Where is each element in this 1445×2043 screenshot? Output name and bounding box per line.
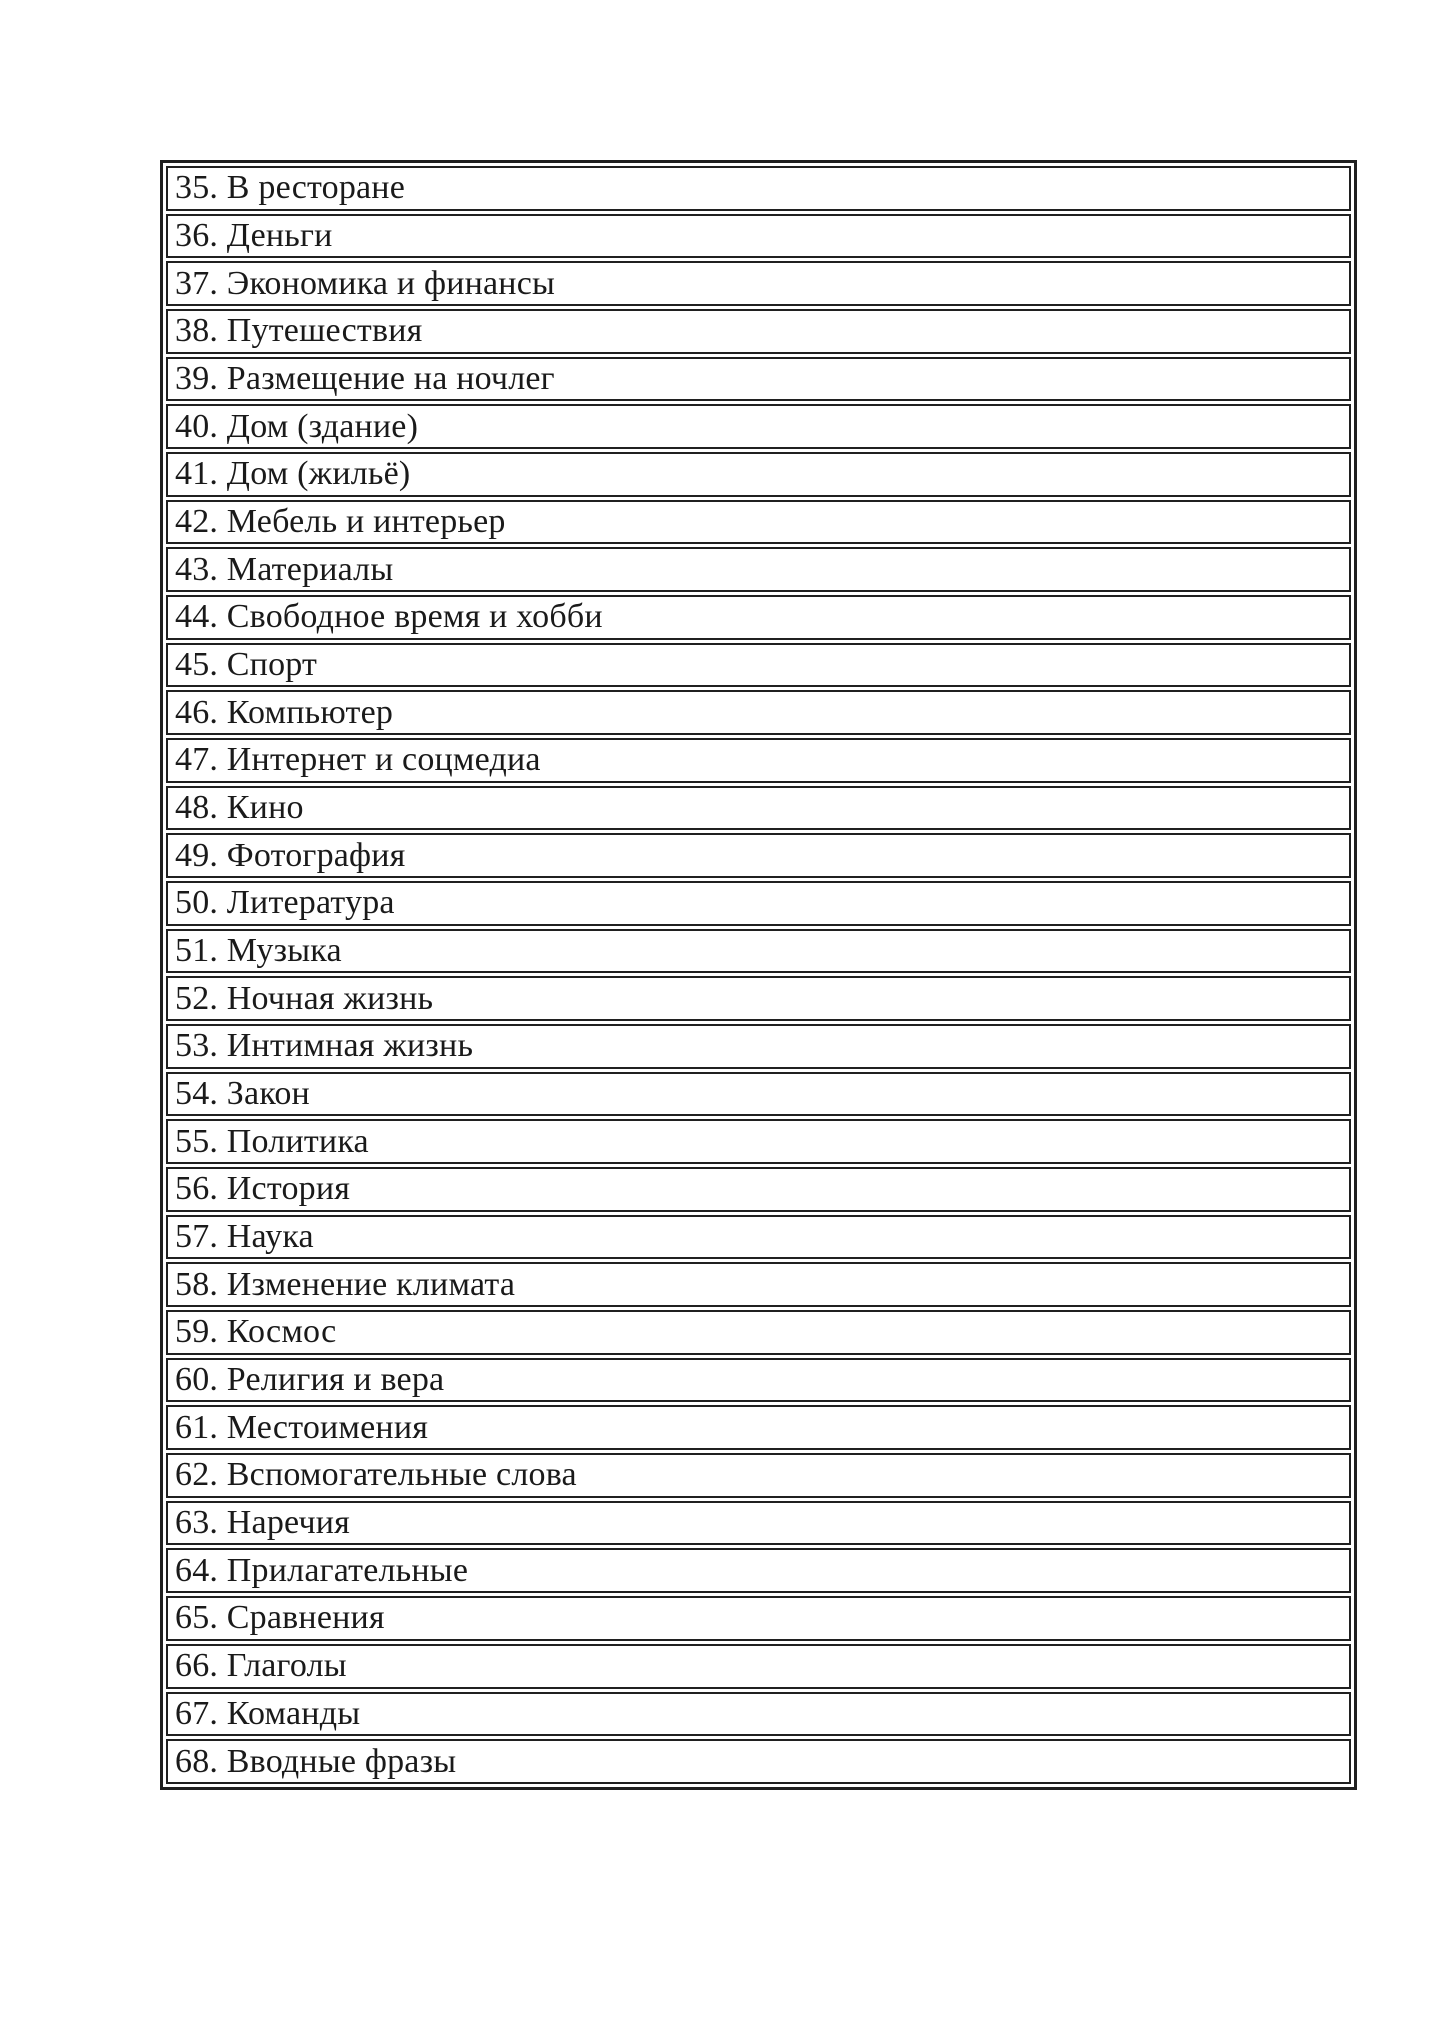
toc-row bbox=[166, 1405, 1351, 1450]
toc-entry-label: 58. Изменение климата bbox=[175, 1265, 516, 1303]
toc-row bbox=[166, 929, 1351, 974]
toc-row bbox=[166, 1453, 1351, 1498]
toc-row bbox=[166, 166, 1351, 211]
toc-entry-label: 42. Мебель и интерьер bbox=[175, 503, 506, 541]
toc-entry-label: 47. Интернет и соцмедиа bbox=[175, 741, 541, 779]
toc-entry-label: 45. Спорт bbox=[175, 646, 318, 684]
toc-entry-label: 62. Вспомогательные слова bbox=[175, 1456, 577, 1494]
toc-row bbox=[166, 1358, 1351, 1403]
toc-entry-label: 65. Сравнения bbox=[175, 1599, 385, 1637]
toc-row bbox=[166, 547, 1351, 592]
toc-entry-label: 51. Музыка bbox=[175, 932, 342, 970]
toc-row bbox=[166, 976, 1351, 1021]
toc-row bbox=[166, 357, 1351, 402]
toc-row bbox=[166, 1119, 1351, 1164]
toc-row bbox=[166, 1596, 1351, 1641]
toc-row bbox=[166, 1692, 1351, 1737]
toc-entry-label: 53. Интимная жизнь bbox=[175, 1027, 474, 1065]
toc-row bbox=[166, 1501, 1351, 1546]
toc-entry-label: 60. Религия и вера bbox=[175, 1361, 445, 1399]
toc-row bbox=[166, 1072, 1351, 1117]
toc-row bbox=[166, 1739, 1351, 1784]
toc-entry-label: 37. Экономика и финансы bbox=[175, 264, 556, 302]
toc-entry-label: 44. Свободное время и хобби bbox=[175, 598, 603, 636]
toc-row bbox=[166, 1262, 1351, 1307]
toc-row bbox=[166, 643, 1351, 688]
toc-entry-label: 48. Кино bbox=[175, 789, 304, 827]
toc-row bbox=[166, 881, 1351, 926]
toc-row bbox=[166, 1644, 1351, 1689]
toc-entry-label: 59. Космос bbox=[175, 1313, 337, 1351]
toc-entry-label: 64. Прилагательные bbox=[175, 1551, 469, 1589]
toc-row bbox=[166, 738, 1351, 783]
toc-entry-label: 35. В ресторане bbox=[175, 169, 405, 207]
toc-row bbox=[166, 500, 1351, 545]
toc-entry-label: 54. Закон bbox=[175, 1075, 310, 1113]
toc-entry-label: 56. История bbox=[175, 1170, 351, 1208]
toc-entry-label: 57. Наука bbox=[175, 1218, 314, 1256]
toc-row bbox=[166, 690, 1351, 735]
toc-row bbox=[166, 595, 1351, 640]
toc-row bbox=[166, 1310, 1351, 1355]
toc-entry-label: 61. Местоимения bbox=[175, 1408, 429, 1446]
toc-entry-label: 63. Наречия bbox=[175, 1504, 351, 1542]
toc-entry-label: 52. Ночная жизнь bbox=[175, 979, 434, 1017]
toc-entry-label: 49. Фотография bbox=[175, 836, 406, 874]
toc-entry-label: 67. Команды bbox=[175, 1694, 361, 1732]
toc-row bbox=[166, 214, 1351, 259]
toc-row bbox=[166, 452, 1351, 497]
toc-row bbox=[166, 404, 1351, 449]
toc-entry-label: 46. Компьютер bbox=[175, 693, 394, 731]
toc-row bbox=[166, 1215, 1351, 1260]
toc-entry-label: 41. Дом (жильё) bbox=[175, 455, 411, 493]
toc-table bbox=[160, 160, 1357, 1790]
toc-entry-label: 38. Путешествия bbox=[175, 312, 423, 350]
toc-row bbox=[166, 1024, 1351, 1069]
toc-entry-label: 40. Дом (здание) bbox=[175, 407, 419, 445]
toc-row bbox=[166, 786, 1351, 831]
toc-entry-label: 36. Деньги bbox=[175, 217, 333, 254]
toc-entry-label: 50. Литература bbox=[175, 884, 395, 922]
toc-row bbox=[166, 1548, 1351, 1593]
toc-entry-label: 66. Глаголы bbox=[175, 1647, 347, 1685]
toc-entry-label: 68. Вводные фразы bbox=[175, 1742, 457, 1780]
toc-row bbox=[166, 309, 1351, 354]
toc-row bbox=[166, 833, 1351, 878]
toc-entry-label: 55. Политика bbox=[175, 1122, 369, 1160]
toc-row bbox=[166, 261, 1351, 306]
toc-row bbox=[166, 1167, 1351, 1212]
toc-entry-label: 39. Размещение на ночлег bbox=[175, 360, 555, 398]
toc-entry-label: 43. Материалы bbox=[175, 550, 394, 588]
